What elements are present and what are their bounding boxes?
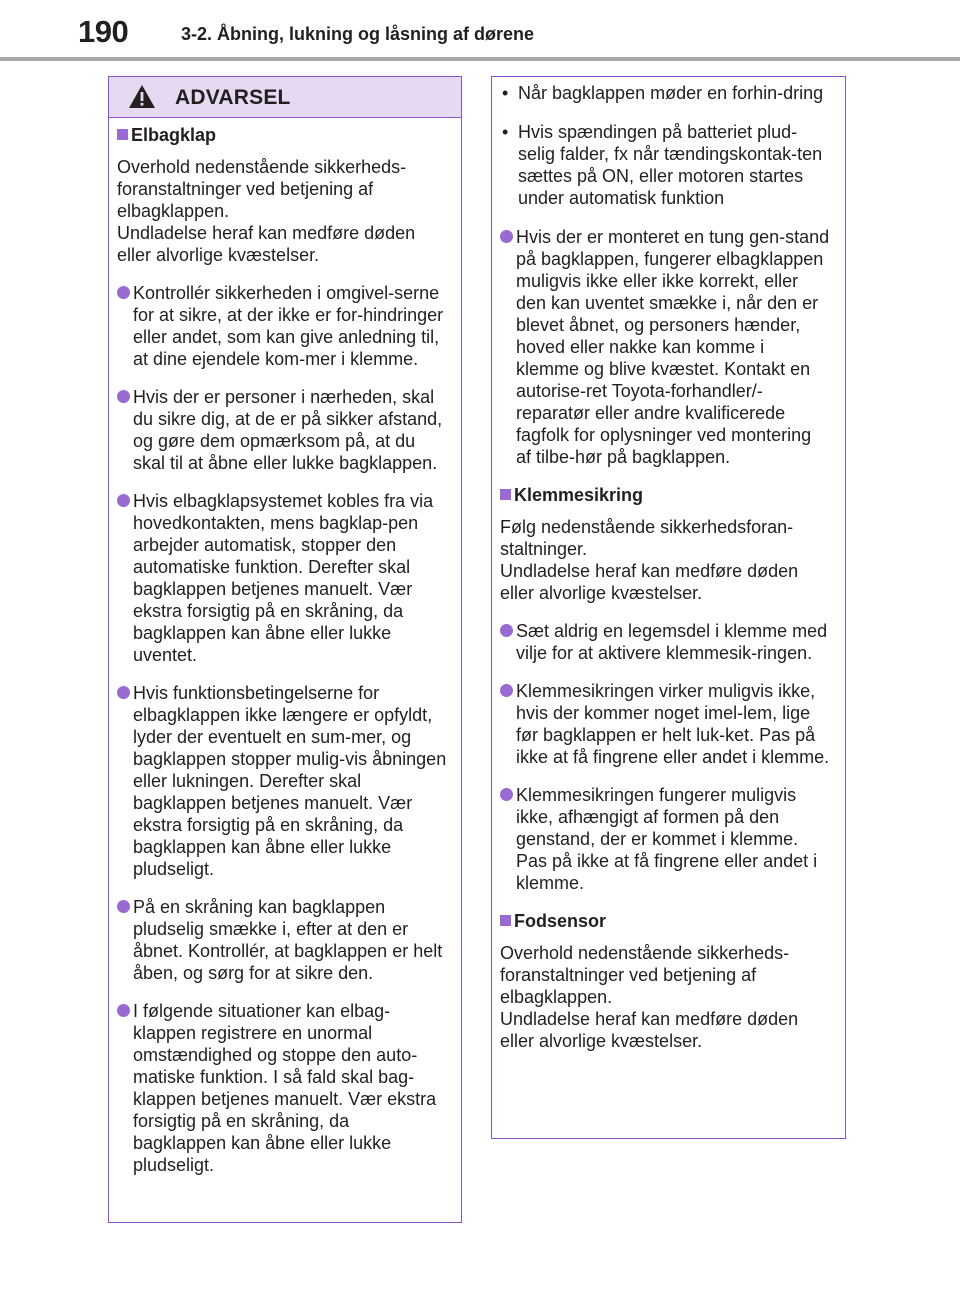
intro-line-2: Undladelse heraf kan medføre døden eller alvorlige kvæstelser. bbox=[117, 223, 416, 265]
circle-bullet-icon bbox=[500, 230, 513, 243]
list-item-text: Hvis der er personer i nærheden, skal du sikre dig, at de er på sikker afstand, og gøre dem opmærksom på, at du skal til at åbne eller lukke bagklappen. bbox=[133, 387, 443, 473]
section-title: 3-2. Åbning, lukning og låsning af dørene bbox=[181, 24, 535, 44]
dot-list-item bbox=[500, 82, 831, 104]
list-item-text: På en skråning kan bagklappen pludselig smække i, efter at den er åbnet. Kontrollér, at bagklappen er helt åben, og sørg for at sikre den. bbox=[133, 897, 443, 983]
list-item-text: Klemmesikringen fungerer muligvis ikke, afhængigt af formen på den genstand, der er kommet i klemme. Pas på ikke at få fingrene eller andet i klemme. bbox=[516, 785, 818, 893]
intro-line-2: Undladelse heraf kan medføre døden eller alvorlige kvæstelser. bbox=[500, 1009, 799, 1051]
circle-bullet-icon bbox=[500, 624, 513, 637]
dot-bullet-icon: • bbox=[502, 83, 509, 103]
intro-line-1: Overhold nedenstående sikkerheds-foranstaltninger ved betjening af elbagklappen. bbox=[117, 157, 407, 221]
dot-bullet-icon: • bbox=[502, 122, 509, 142]
warning-content-left bbox=[109, 118, 461, 1176]
list-item-text: Hvis der er monteret en tung gen-stand på bagklappen, fungerer elbagklappen muligvis ikke eller ikke korrekt, eller den kan uventet smække i, når den er blevet åbnet, og personers hænder, hoved eller nakke kan komme i klemme og blive kvæstet. Kontakt en autorise-ret Toyota-forhandler/-reparatør eller andre kvalificerede fagfolk for oplysninger ved montering af tilbe-hør på bagklappen. bbox=[516, 227, 830, 467]
circle-bullet-icon bbox=[117, 686, 130, 699]
square-bullet-icon bbox=[500, 915, 511, 926]
list-item-text: Hvis funktionsbetingelserne for elbagklappen ikke længere er opfyldt, lyder der eventuelt en sum-mer, og bagklappen stopper mulig-vis åbningen eller lukningen. Derefter skal bagklappen betjenes manuelt. Vær ekstra forsigtig på en skråning, da bagklappen kan åbne eller lukke pludseligt. bbox=[133, 683, 447, 879]
list-item-text: Hvis spændingen på batteriet plud-selig falder, fx når tændingskontak-ten sættes på ON, eller motoren startes under automatisk funktion bbox=[518, 122, 823, 208]
dot-list-item bbox=[500, 121, 831, 209]
circle-bullet-icon bbox=[117, 286, 130, 299]
list-item bbox=[117, 896, 447, 984]
warning-box-right bbox=[491, 76, 846, 1139]
intro-line-1: Overhold nedenstående sikkerheds-foranstaltninger ved betjening af elbagklappen. bbox=[500, 943, 790, 1007]
circle-bullet-icon bbox=[117, 900, 130, 913]
list-item bbox=[500, 620, 831, 664]
list-item-text: I følgende situationer kan elbag-klappen registrere en unormal omstændighed og stoppe den auto-matiske funktion. I så fald skal bag-klappen betjenes manuelt. Vær ekstra forsigtig på en skråning, da bagklappen kan åbne eller lukke pludseligt. bbox=[133, 1001, 437, 1175]
subheading-fodsensor bbox=[500, 910, 831, 932]
intro-line-1: Følg nedenstående sikkerhedsforan-staltninger. bbox=[500, 517, 794, 559]
list-item-text: Hvis elbagklapsystemet kobles fra via hovedkontakten, mens bagklap-pen arbejder automatisk, stopper den automatiske funktion. Derefter skal bagklappen betjenes manuelt. Vær ekstra forsigtig på en skråning, da bagklappen kan åbne eller lukke uventet. bbox=[133, 491, 434, 665]
warning-title: ADVARSEL bbox=[175, 86, 291, 109]
circle-bullet-icon bbox=[117, 390, 130, 403]
list-item bbox=[500, 226, 831, 468]
warning-header bbox=[109, 77, 461, 118]
list-item bbox=[500, 784, 831, 894]
intro-paragraph bbox=[500, 942, 831, 1052]
list-item-text: Når bagklappen møder en forhin-dring bbox=[518, 83, 824, 103]
warning-triangle-icon bbox=[128, 84, 156, 109]
list-item bbox=[117, 1000, 447, 1176]
page-number: 190 bbox=[78, 14, 129, 49]
square-bullet-icon bbox=[117, 129, 128, 140]
list-item bbox=[117, 386, 447, 474]
intro-paragraph bbox=[117, 156, 447, 266]
subheading-text: Fodsensor bbox=[514, 911, 607, 931]
list-item bbox=[117, 490, 447, 666]
circle-bullet-icon bbox=[500, 788, 513, 801]
intro-paragraph bbox=[500, 516, 831, 604]
warning-box-left bbox=[108, 76, 462, 1223]
list-item bbox=[117, 682, 447, 880]
square-bullet-icon bbox=[500, 489, 511, 500]
page-header bbox=[0, 0, 960, 60]
header-rule bbox=[0, 57, 960, 61]
circle-bullet-icon bbox=[500, 684, 513, 697]
list-item-text: Sæt aldrig en legemsdel i klemme med vilje for at aktivere klemmesik-ringen. bbox=[516, 621, 828, 663]
warning-content-right bbox=[492, 77, 845, 1052]
intro-line-2: Undladelse heraf kan medføre døden eller alvorlige kvæstelser. bbox=[500, 561, 799, 603]
subheading-text: Klemmesikring bbox=[514, 485, 644, 505]
circle-bullet-icon bbox=[117, 494, 130, 507]
list-item-text: Kontrollér sikkerheden i omgivel-serne for at sikre, at der ikke er for-hindringer eller andet, som kan give anledning til, at dine ejendele kom-mer i klemme. bbox=[133, 283, 444, 369]
list-item bbox=[500, 680, 831, 768]
list-item-text: Klemmesikringen virker muligvis ikke, hvis der kommer noget imel-lem, lige før bagklappen er helt luk-ket. Pas på ikke at få fingrene eller andet i klemme. bbox=[516, 681, 830, 767]
circle-bullet-icon bbox=[117, 1004, 130, 1017]
subheading-klemmesikring bbox=[500, 484, 831, 506]
subheading-text: Elbagklap bbox=[131, 125, 217, 145]
subheading-elbagklap bbox=[117, 124, 447, 146]
list-item bbox=[117, 282, 447, 370]
